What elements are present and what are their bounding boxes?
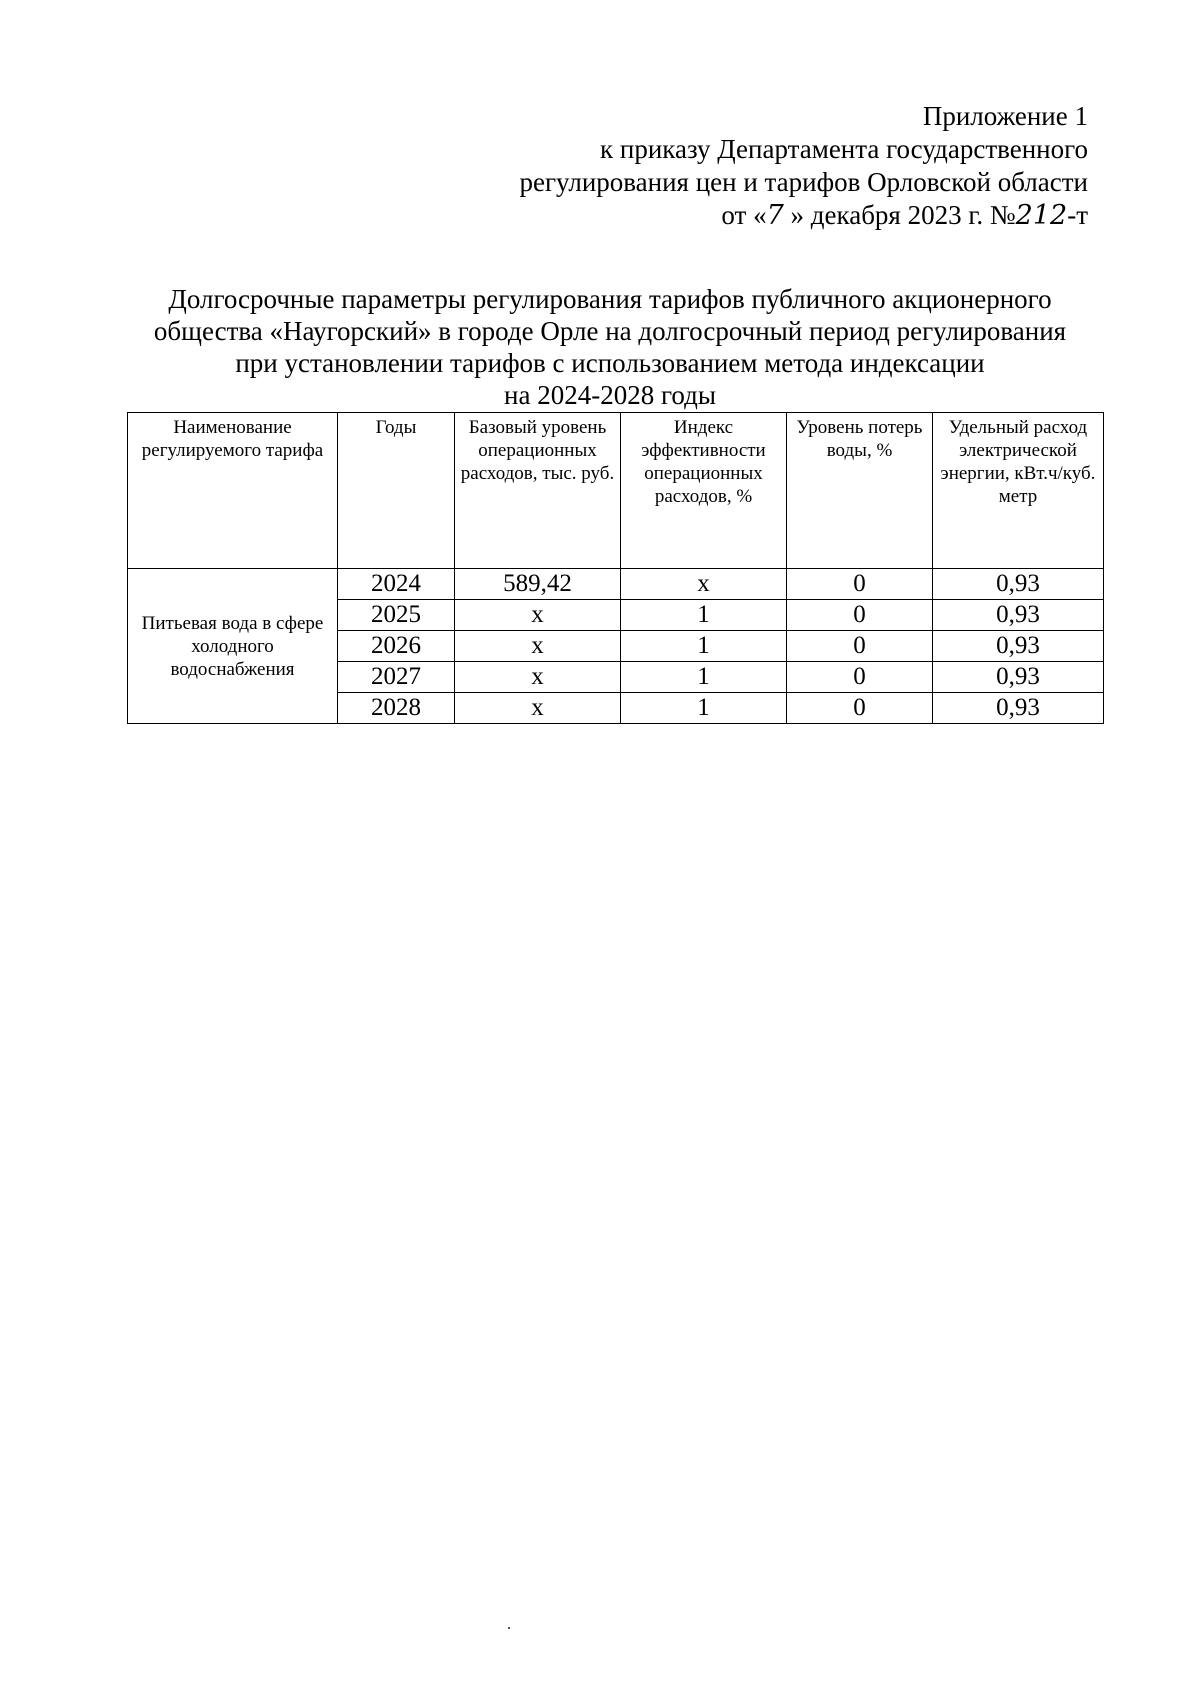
energy-cell: 0,93 [933, 662, 1104, 693]
table-header-row [128, 413, 1104, 569]
efficiency-index-cell: 1 [621, 662, 787, 693]
column-header-water-loss: Уровень потерь воды, % [787, 413, 933, 569]
column-header-tariff-name: Наименование регулируемого тарифа [128, 413, 338, 569]
year-cell: 2026 [338, 631, 455, 662]
appendix-department: регулирования цен и тарифов Орловской области [519, 167, 1088, 197]
appendix-order-ref: к приказу Департамента государственного [600, 134, 1088, 164]
energy-cell: 0,93 [933, 600, 1104, 631]
energy-cell: 0,93 [933, 693, 1104, 724]
appendix-date-line [519, 199, 1088, 232]
year-cell: 2024 [338, 569, 455, 600]
title-line: Долгосрочные параметры регулирования тарифов публичного акционерного [168, 284, 1052, 314]
table-row [128, 569, 1104, 600]
handwritten-day: 7 [766, 200, 784, 231]
title-line: на 2024-2028 годы [504, 380, 716, 410]
water-loss-cell: 0 [787, 600, 933, 631]
water-loss-cell: 0 [787, 662, 933, 693]
column-header-energy-consumption: Удельный расход электрической энергии, кВт.ч/куб. метр [933, 413, 1104, 569]
column-header-years: Годы [338, 413, 455, 569]
base-opex-cell: х [455, 693, 621, 724]
energy-cell: 0,93 [933, 631, 1104, 662]
appendix-heading [519, 100, 1088, 232]
date-prefix: от « [721, 200, 767, 230]
base-opex-cell: х [455, 631, 621, 662]
efficiency-index-cell: х [621, 569, 787, 600]
column-header-efficiency-index: Индекс эффективности операционных расходов, % [621, 413, 787, 569]
efficiency-index-cell: 1 [621, 693, 787, 724]
efficiency-index-cell: 1 [621, 631, 787, 662]
year-cell: 2025 [338, 600, 455, 631]
parameters-table [127, 412, 1104, 724]
order-suffix: -т [1067, 200, 1088, 230]
tariff-name-cell: Питьевая вода в сфере холодного водоснабжения [128, 569, 338, 724]
base-opex-cell: х [455, 600, 621, 631]
date-middle: » декабря 2023 г. № [783, 200, 1016, 230]
base-opex-cell: 589,42 [455, 569, 621, 600]
scan-speck [508, 1627, 510, 1629]
title-line: при установлении тарифов с использованием метода индексации [235, 348, 985, 378]
document-title [110, 283, 1110, 411]
water-loss-cell: 0 [787, 631, 933, 662]
year-cell: 2028 [338, 693, 455, 724]
appendix-number: Приложение 1 [922, 101, 1088, 131]
water-loss-cell: 0 [787, 569, 933, 600]
base-opex-cell: х [455, 662, 621, 693]
efficiency-index-cell: 1 [621, 600, 787, 631]
energy-cell: 0,93 [933, 569, 1104, 600]
water-loss-cell: 0 [787, 693, 933, 724]
year-cell: 2027 [338, 662, 455, 693]
column-header-base-opex: Базовый уровень операционных расходов, тыс. руб. [455, 413, 621, 569]
handwritten-order-number: 212 [1015, 200, 1068, 231]
title-line: общества «Наугорский» в городе Орле на долгосрочный период регулирования [153, 316, 1067, 346]
